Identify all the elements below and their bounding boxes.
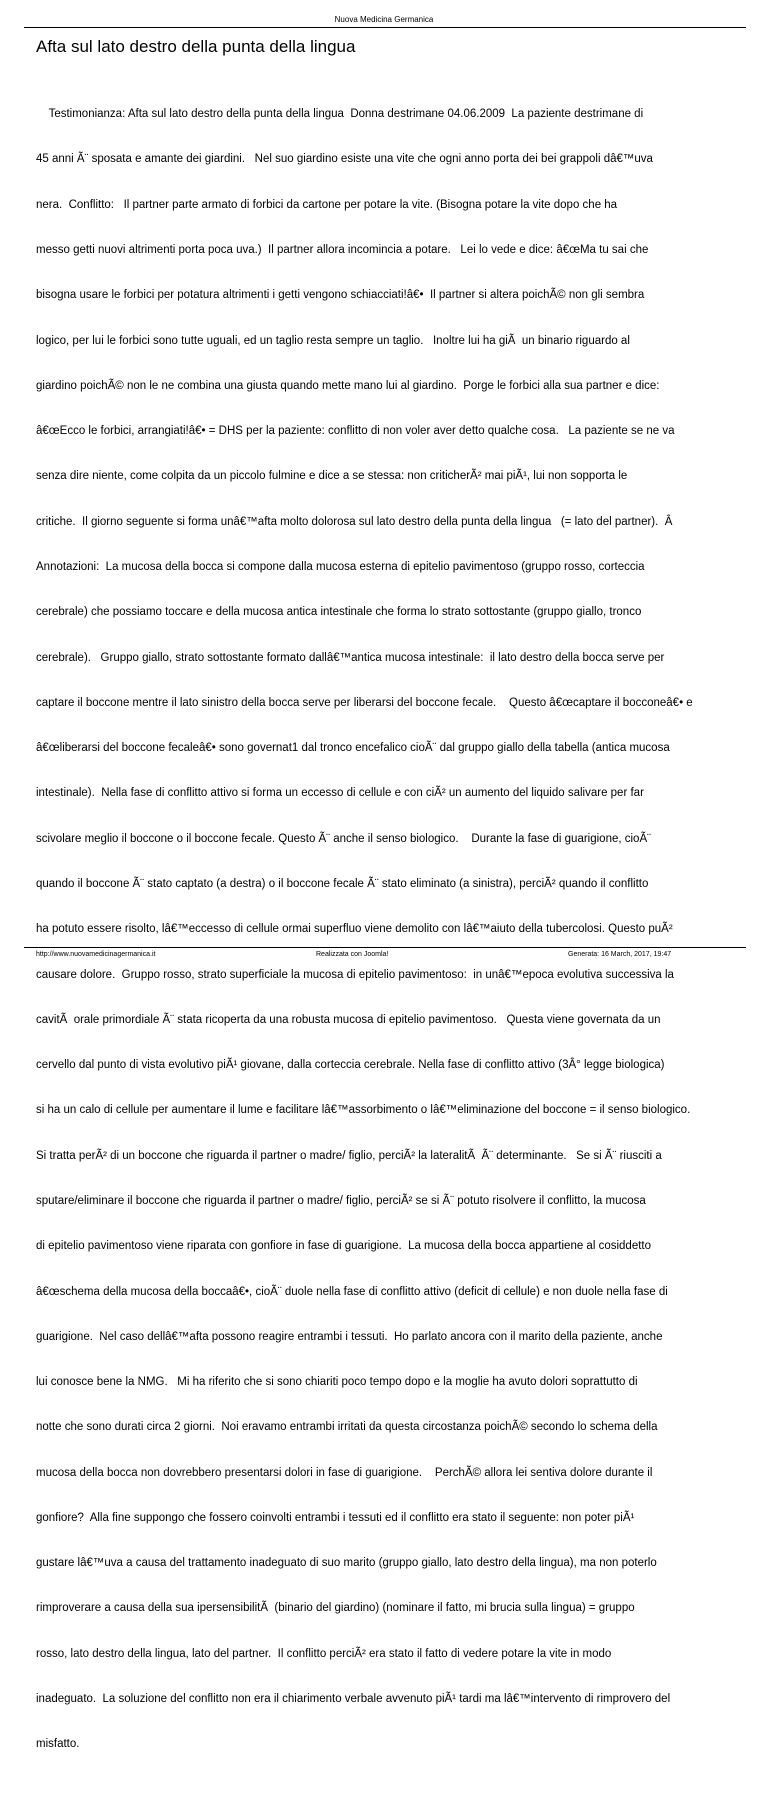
footer-credit: Realizzata con Joomla!: [316, 951, 389, 958]
body-line: Si tratta perÃ² di un boccone che riguarda il partner o madre/ figlio, perciÃ² la lateralitÃ Ã¨ determinante. Se si Ã¨ riusciti a: [36, 1149, 662, 1162]
body-line: inadeguato. La soluzione del conflitto non era il chiarimento verbale avvenuto piÃ¹ tardi ma lâ€™intervento di rimprovero del: [36, 1693, 671, 1706]
body-line: â€œschema della mucosa della boccaâ€•, cioÃ¨ duole nella fase di conflitto attivo (deficit di cellule) e non duole nella fase di: [36, 1285, 668, 1298]
article-body: [36, 77, 768, 1798]
body-line: Annotazioni: La mucosa della bocca si compone dalla mucosa esterna di epitelio pavimentoso (gruppo rosso, corteccia: [36, 561, 645, 573]
body-line: quando il boccone Ã¨ stato captato (a destra) o il boccone fecale Ã¨ stato eliminato (a sinistra), perciÃ² quando il conflitto: [36, 877, 649, 890]
body-line: messo getti nuovi altrimenti porta poca uva.) Il partner allora incomincia a potare. Lei lo vede e dice: â€œMa tu sai che: [36, 244, 649, 257]
body-line: â€œliberarsi del boccone fecaleâ€• sono governat1 dal tronco encefalico cioÃ¨ dal gruppo giallo della tabella (antica mucosa: [36, 742, 670, 755]
body-line: 45 anni Ã¨ sposata e amante dei giardini. Nel suo giardino esiste una vite che ogni anno porta dei bei grappoli dâ€™uva: [36, 153, 653, 166]
body-line: guarigione. Nel caso dellâ€™afta possono reagire entrambi i tessuti. Ho parlato ancora con il marito della paziente, anche: [36, 1330, 663, 1343]
body-line: senza dire niente, come colpita da un piccolo fulmine e dice a se stessa: non criticherÃ² mai piÃ¹, lui non sopporta le: [36, 470, 628, 483]
body-line: nera. Conflitto: Il partner parte armato di forbici da cartone per potare la vite. (Bisogna potare la vite dopo che ha: [36, 198, 618, 211]
site-header: Nuova Medicina Germanica: [334, 15, 434, 24]
footer-url-link[interactable]: http://www.nuovamedicinagermanica.it: [36, 951, 156, 958]
body-line: causare dolore. Gruppo rosso, strato superficiale la mucosa di epitelio pavimentoso: in unâ€™epoca evolutiva successiva la: [36, 968, 674, 981]
body-line: si ha un calo di cellule per aumentare il lume e facilitare lâ€™assorbimento o lâ€™eliminazione del boccone = il senso biologico.: [36, 1104, 691, 1117]
footer-generated-date: Generata: 16 March, 2017, 19:47: [568, 951, 672, 958]
body-line: lui conosce bene la NMG. Mi ha riferito che si sono chiariti poco tempo dopo e la moglie ha avuto dolori soprattutto di: [36, 1376, 638, 1389]
body-line: cavitÃ orale primordiale Ã¨ stata ricoperta da una robusta mucosa di epitelio pavimentoso. Questa viene governata da un: [36, 1013, 661, 1026]
header-divider: [24, 27, 746, 28]
body-line: misfatto.: [36, 1738, 80, 1751]
body-line: giardino poichÃ© non le ne combina una giusta quando mette mano lui al giardino. Porge le forbici alla sua partner e dice:: [36, 379, 660, 392]
body-line: rimproverare a causa della sua ipersensibilitÃ (binario del giardino) (nominare il fatto, mi brucia sulla lingua) = gruppo: [36, 1602, 635, 1615]
body-line: scivolare meglio il boccone o il boccone fecale. Questo Ã¨ anche il senso biologico. Durante la fase di guarigione, cioÃ¨: [36, 832, 651, 845]
body-line: cerebrale). Gruppo giallo, strato sottostante formato dallâ€™antica mucosa intestinale: il lato destro della bocca serve per: [36, 651, 665, 664]
body-line: sputare/eliminare il boccone che riguarda il partner o madre/ figlio, perciÃ² se si Ã¨ potuto risolvere il conflitto, la mucosa: [36, 1194, 646, 1207]
body-line: rosso, lato destro della lingua, lato del partner. Il conflitto perciÃ² era stato il fatto di vedere potare la vite in modo: [36, 1647, 612, 1660]
body-line: cerebrale) che possiamo toccare e della mucosa antica intestinale che forma lo strato sottostante (gruppo giallo, tronco: [36, 606, 642, 619]
body-line: gonfiore? Alla fine suppongo che fossero coinvolti entrambi i tessuti ed il conflitto era stato il seguente: non poter piÃ¹: [36, 1511, 635, 1524]
body-line: gustare lâ€™uva a causa del trattamento inadeguato di suo marito (gruppo giallo, lato destro della lingua), ma non poterlo: [36, 1557, 657, 1570]
article-title: Afta sul lato destro della punta della lingua: [36, 37, 356, 56]
body-line: di epitelio pavimentoso viene riparata con gonfiore in fase di guarigione. La mucosa della bocca appartiene al cosiddetto: [36, 1240, 652, 1253]
body-line: intestinale). Nella fase di conflitto attivo si forma un eccesso di cellule e con ciÃ² un aumento del liquido salivare per far: [36, 787, 644, 800]
body-line: mucosa della bocca non dovrebbero presentarsi dolori in fase di guarigione. PerchÃ© allora lei sentiva dolore durante il: [36, 1466, 653, 1479]
body-line: ha potuto essere risolto, lâ€™eccesso di cellule ormai superfluo viene demolito con lâ€™aiuto della tubercolosi. Questo puÃ²: [36, 923, 673, 936]
body-line: critiche. Il giorno seguente si forma unâ€™afta molto dolorosa sul lato destro della punta della lingua (= lato del partner). Â: [36, 515, 673, 528]
body-line: notte che sono durati circa 2 giorni. Noi eravamo entrambi irritati da questa circostanza poichÃ© secondo lo schema della: [36, 1421, 658, 1434]
body-line: logico, per lui le forbici sono tutte uguali, ed un taglio resta sempre un taglio. Inoltre lui ha giÃ un binario riguardo al: [36, 334, 630, 347]
footer-divider: [24, 947, 746, 948]
body-line: bisogna usare le forbici per potatura altrimenti i getti vengono schiacciati!â€• Il partner si altera poichÃ© non gli sembra: [36, 289, 645, 302]
body-line: cervello dal punto di vista evolutivo piÃ¹ giovane, dalla corteccia cerebrale. Nella fase di conflitto attivo (3Â° legge biologica): [36, 1059, 665, 1072]
body-line: captare il boccone mentre il lato sinistro della bocca serve per liberarsi del boccone fecale. Questo â€œcaptare il bocconeâ€• e: [36, 696, 693, 709]
body-line: â€œEcco le forbici, arrangiati!â€• = DHS per la paziente: conflitto di non voler aver detto qualche cosa. La paziente se ne va: [36, 425, 675, 438]
body-line: Testimonianza: Afta sul lato destro della punta della lingua Donna destrimane 04.06.2009 La paziente destrimane di: [36, 108, 644, 121]
